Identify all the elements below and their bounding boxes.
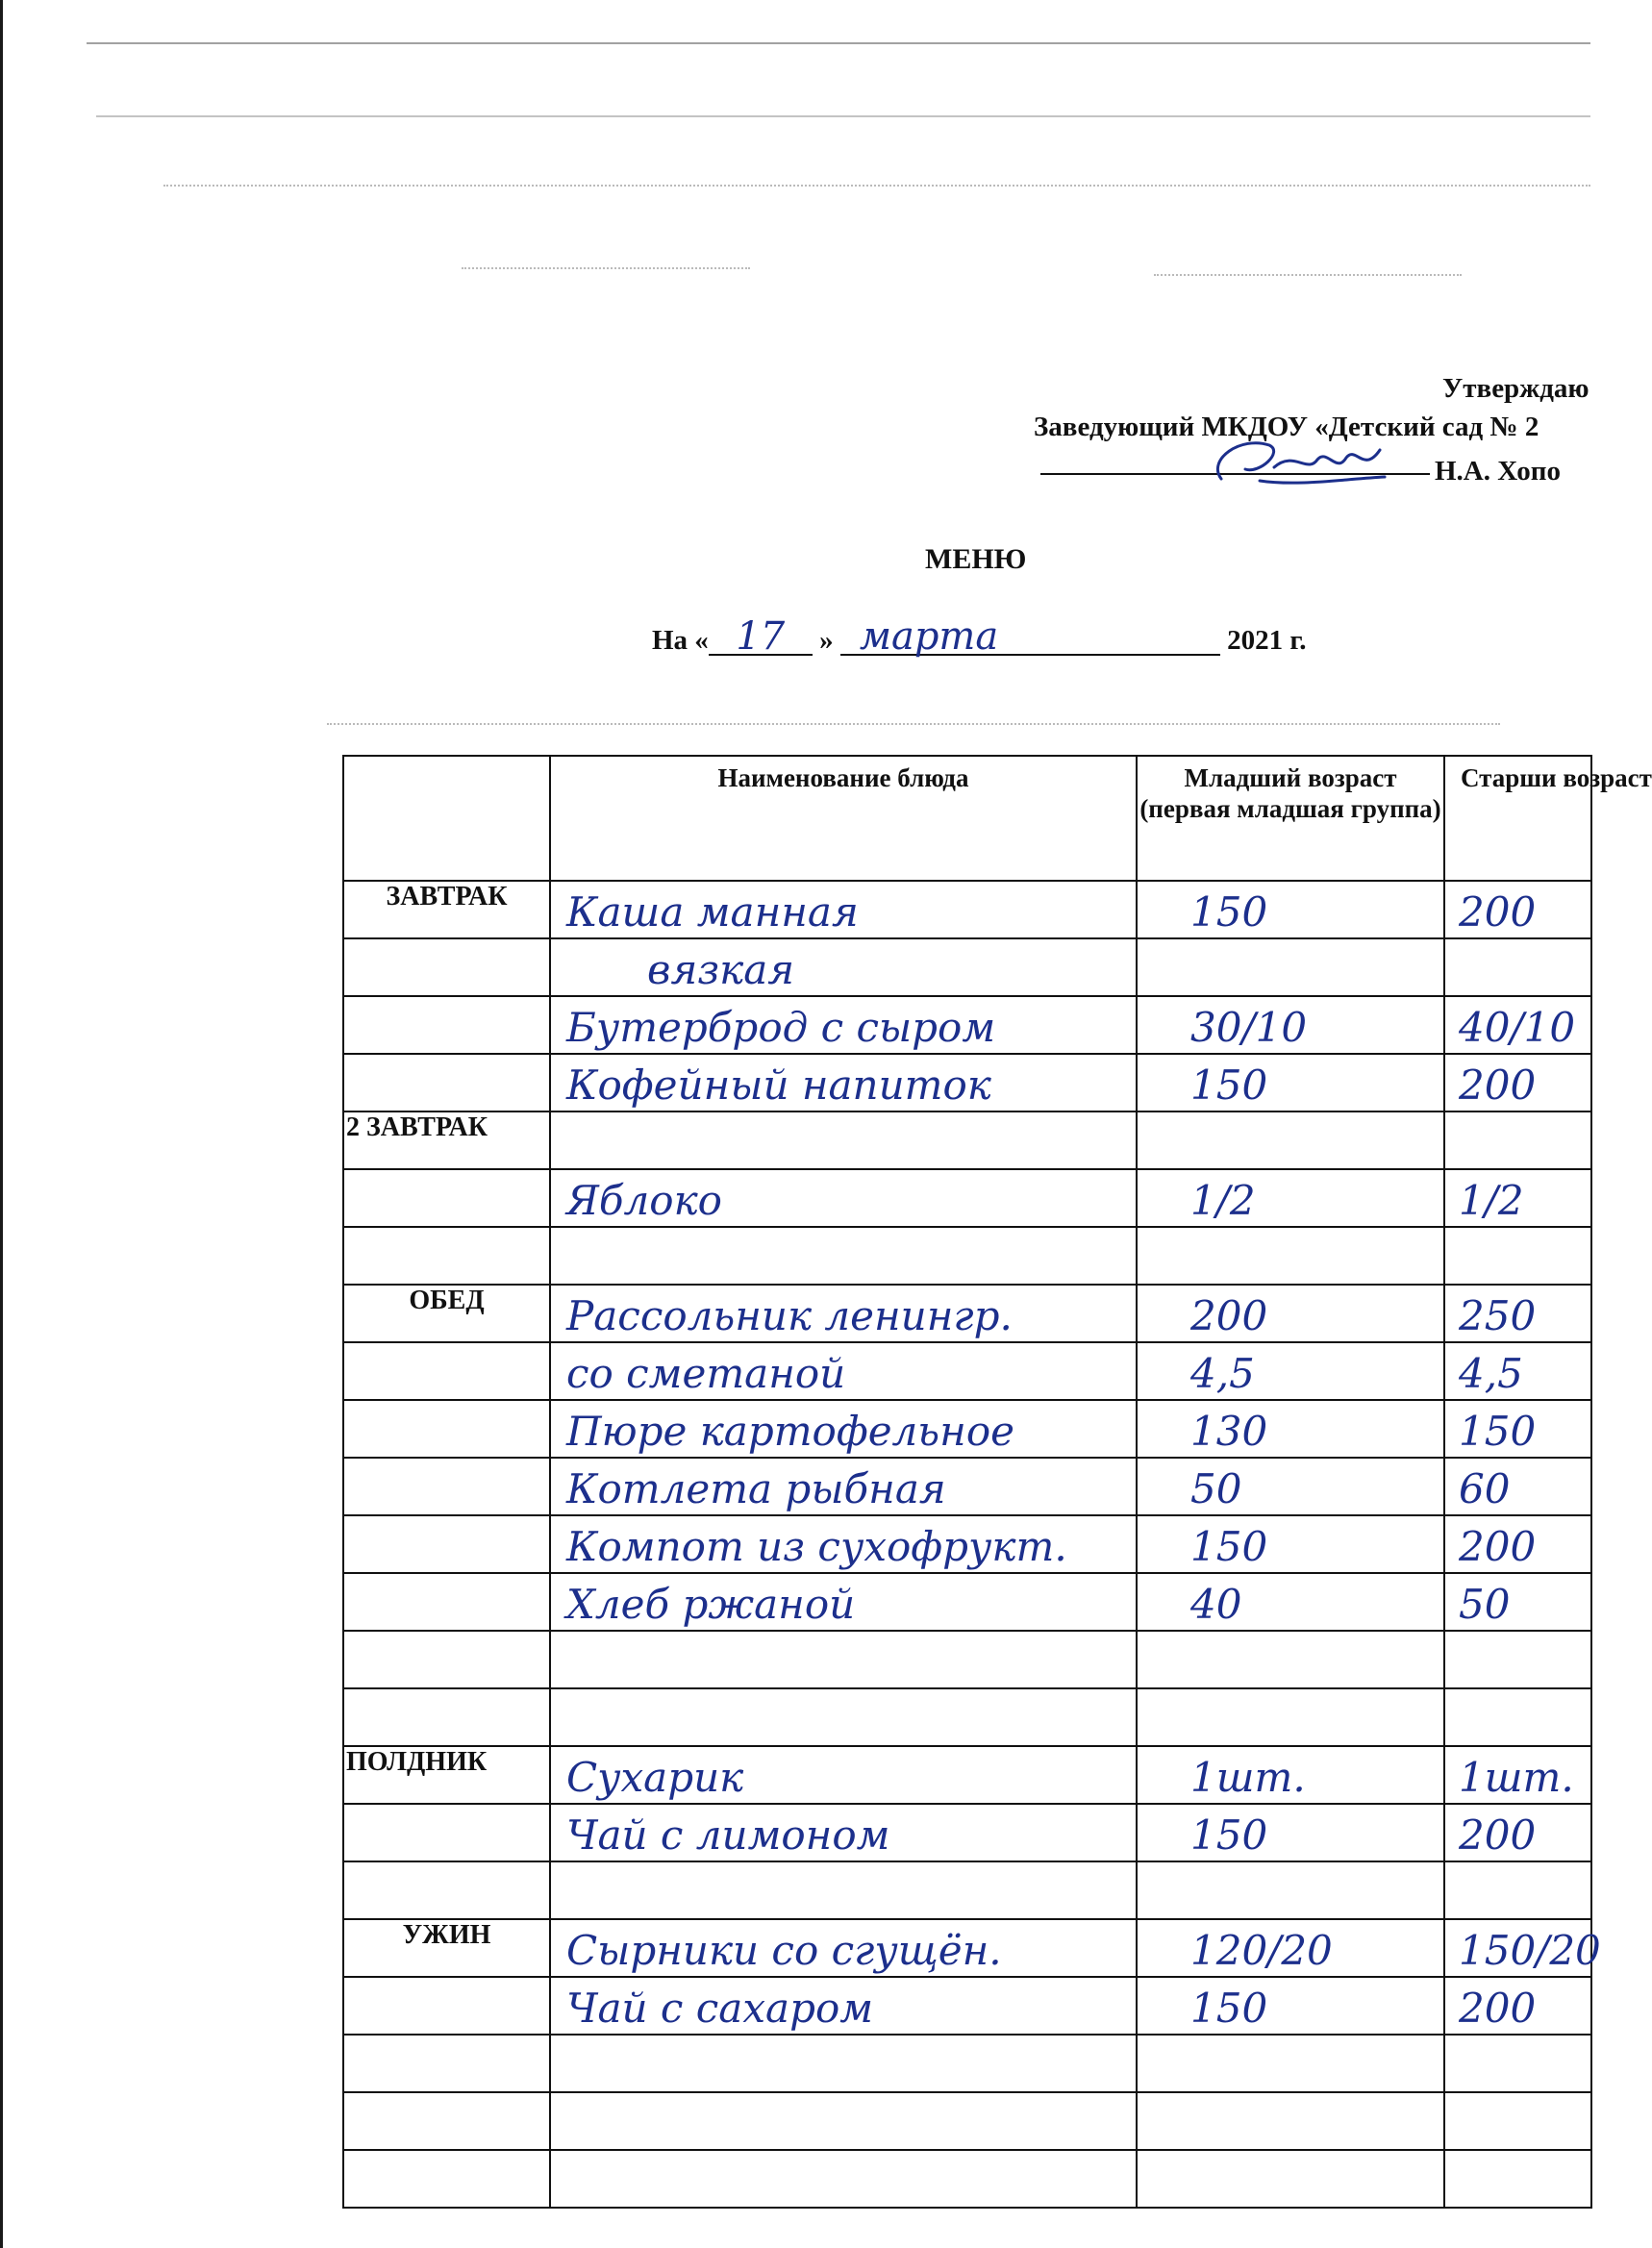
dish-cell: Кофейный напиток (550, 1054, 1137, 1112)
junior-portion-cell: 1шт. (1137, 1746, 1444, 1804)
table-row (343, 1804, 1591, 1861)
senior-portion-cell: 250 (1444, 1285, 1591, 1342)
junior-portion-cell (1137, 2150, 1444, 2208)
dish-cell: Чай с лимоном (550, 1804, 1137, 1861)
junior-portion-cell: 130 (1137, 1400, 1444, 1458)
senior-portion-cell: 200 (1444, 1054, 1591, 1112)
dish-cell (550, 1227, 1137, 1285)
approval-heading: Утверждаю (1442, 373, 1589, 404)
table-row (343, 1977, 1591, 2035)
senior-portion-cell (1444, 1112, 1591, 1169)
junior-portion-cell: 120/20 (1137, 1919, 1444, 1977)
header-junior: Младший возраст (первая младшая группа) (1137, 756, 1444, 881)
date-prefix: На « (652, 625, 709, 656)
junior-portion-cell: 150 (1137, 1054, 1444, 1112)
meal-cell: ПОЛДНИК (343, 1746, 550, 1804)
table-row (343, 1688, 1591, 1746)
meal-cell (343, 1400, 550, 1458)
dish-cell (550, 1688, 1137, 1746)
senior-portion-cell (1444, 1688, 1591, 1746)
senior-portion-cell: 1шт. (1444, 1746, 1591, 1804)
junior-portion-cell (1137, 1112, 1444, 1169)
senior-portion-cell (1444, 938, 1591, 996)
dish-cell: Яблоко (550, 1169, 1137, 1227)
junior-portion-cell (1137, 1631, 1444, 1688)
senior-portion-cell (1444, 1631, 1591, 1688)
table-row (343, 1515, 1591, 1573)
meal-cell (343, 1054, 550, 1112)
table-row (343, 1746, 1591, 1804)
junior-portion-cell (1137, 938, 1444, 996)
scan-artifact-line (96, 115, 1590, 117)
document-title: МЕНЮ (925, 543, 1027, 575)
senior-portion-cell: 60 (1444, 1458, 1591, 1515)
signature-image (1202, 431, 1394, 488)
meal-cell (343, 1169, 550, 1227)
dish-cell: со сметаной (550, 1342, 1137, 1400)
meal-cell (343, 996, 550, 1054)
header-senior: Старши возраст (1444, 756, 1591, 881)
junior-portion-cell: 30/10 (1137, 996, 1444, 1054)
junior-portion-cell (1137, 2092, 1444, 2150)
header-dish: Наименование блюда (550, 756, 1137, 881)
junior-portion-cell: 40 (1137, 1573, 1444, 1631)
table-row (343, 1400, 1591, 1458)
junior-portion-cell: 150 (1137, 1515, 1444, 1573)
date-month: марта (840, 619, 1220, 656)
dish-cell: Сухарик (550, 1746, 1137, 1804)
date-day: 17 (709, 619, 813, 656)
dish-cell: Каша манная (550, 881, 1137, 938)
table-row (343, 938, 1591, 996)
table-row (343, 996, 1591, 1054)
senior-portion-cell: 4,5 (1444, 1342, 1591, 1400)
table-row (343, 1227, 1591, 1285)
dish-cell: вязкая (550, 938, 1137, 996)
meal-cell (343, 2150, 550, 2208)
table-row (343, 2092, 1591, 2150)
scan-artifact-dots (327, 723, 1500, 735)
table-row (343, 1169, 1591, 1227)
meal-cell (343, 1688, 550, 1746)
junior-portion-cell (1137, 1227, 1444, 1285)
dish-cell: Хлеб ржаной (550, 1573, 1137, 1631)
dish-cell: Пюре картофельное (550, 1400, 1137, 1458)
table-row (343, 1112, 1591, 1169)
menu-table (342, 755, 1652, 2209)
dish-cell: Чай с сахаром (550, 1977, 1137, 2035)
meal-cell (343, 1804, 550, 1861)
senior-portion-cell: 200 (1444, 1515, 1591, 1573)
junior-portion-cell: 150 (1137, 1977, 1444, 2035)
senior-portion-cell (1444, 2092, 1591, 2150)
scan-edge (0, 0, 3, 2248)
document-date (652, 614, 1307, 659)
scan-artifact-dots (163, 185, 1590, 196)
meal-cell: ОБЕД (343, 1285, 550, 1342)
approver-name: Н.А. Хопо (1435, 456, 1562, 487)
date-separator: » (819, 625, 834, 656)
scan-artifact-dots (462, 267, 750, 279)
senior-portion-cell: 200 (1444, 1977, 1591, 2035)
header-meal (343, 756, 550, 881)
meal-cell (343, 1977, 550, 2035)
senior-portion-cell: 200 (1444, 881, 1591, 938)
dish-cell: Сырники со сгущён. (550, 1919, 1137, 1977)
junior-portion-cell: 4,5 (1137, 1342, 1444, 1400)
meal-cell (343, 1631, 550, 1688)
dish-cell (550, 1631, 1137, 1688)
junior-portion-cell (1137, 1688, 1444, 1746)
meal-cell: УЖИН (343, 1919, 550, 1977)
dish-cell (550, 2092, 1137, 2150)
dish-cell: Рассольник ленингр. (550, 1285, 1137, 1342)
senior-portion-cell (1444, 1227, 1591, 1285)
dish-cell: Котлета рыбная (550, 1458, 1137, 1515)
table-row (343, 1861, 1591, 1919)
table-row (343, 1573, 1591, 1631)
meal-cell (343, 1342, 550, 1400)
senior-portion-cell: 50 (1444, 1573, 1591, 1631)
senior-portion-cell: 40/10 (1444, 996, 1591, 1054)
junior-portion-cell: 150 (1137, 881, 1444, 938)
dish-cell: Компот из сухофрукт. (550, 1515, 1137, 1573)
senior-portion-cell (1444, 2035, 1591, 2092)
meal-cell: ЗАВТРАК (343, 881, 550, 938)
senior-portion-cell (1444, 1861, 1591, 1919)
meal-cell (343, 2035, 550, 2092)
scan-artifact-line (87, 42, 1590, 44)
junior-portion-cell: 50 (1137, 1458, 1444, 1515)
senior-portion-cell: 1/2 (1444, 1169, 1591, 1227)
junior-portion-cell (1137, 1861, 1444, 1919)
table-row (343, 2035, 1591, 2092)
dish-cell (550, 2035, 1137, 2092)
approval-position: Заведующий МКДОУ «Детский сад № 2 (1034, 412, 1539, 442)
table-row (343, 1458, 1591, 1515)
table-row (343, 1919, 1591, 1977)
dish-cell (550, 1861, 1137, 1919)
scan-artifact-dots (1154, 274, 1462, 286)
junior-portion-cell: 150 (1137, 1804, 1444, 1861)
meal-cell (343, 938, 550, 996)
table-row (343, 881, 1591, 938)
date-year: 2021 г. (1227, 625, 1307, 656)
senior-portion-cell: 150 (1444, 1400, 1591, 1458)
dish-cell (550, 1112, 1137, 1169)
meal-cell (343, 1515, 550, 1573)
senior-portion-cell (1444, 2150, 1591, 2208)
junior-portion-cell: 200 (1137, 1285, 1444, 1342)
table-row (343, 2150, 1591, 2208)
meal-cell (343, 1458, 550, 1515)
junior-portion-cell: 1/2 (1137, 1169, 1444, 1227)
meal-cell (343, 1573, 550, 1631)
table-row (343, 1342, 1591, 1400)
table-row (343, 1285, 1591, 1342)
senior-portion-cell: 150/20 (1444, 1919, 1591, 1977)
meal-cell (343, 1227, 550, 1285)
table-header-row (343, 756, 1591, 881)
dish-cell: Бутерброд с сыром (550, 996, 1137, 1054)
junior-portion-cell (1137, 2035, 1444, 2092)
dish-cell (550, 2150, 1137, 2208)
meal-cell (343, 2092, 550, 2150)
meal-cell: 2 ЗАВТРАК (343, 1112, 550, 1169)
table-row (343, 1054, 1591, 1112)
table-row (343, 1631, 1591, 1688)
senior-portion-cell: 200 (1444, 1804, 1591, 1861)
meal-cell (343, 1861, 550, 1919)
